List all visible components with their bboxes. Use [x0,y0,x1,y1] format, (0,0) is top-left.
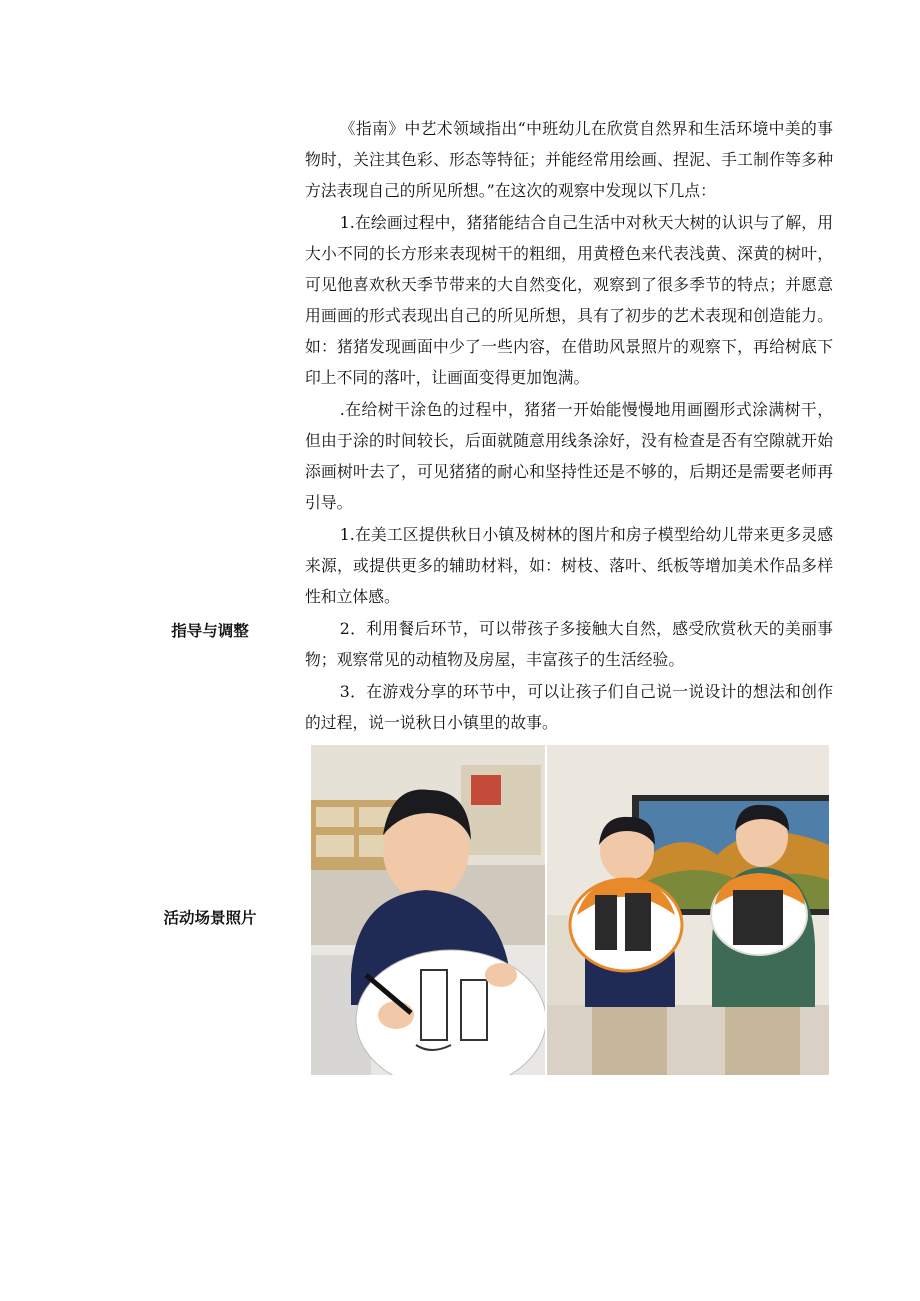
paragraph-intro: 《指南》中艺术领域指出“中班幼儿在欣赏自然界和生活环境中美的事物时，关注其色彩、形态等特征；并能经常用绘画、捏泥、手工制作等多种方法表现自己的所见所想。”在这次的观察中发现以下几点： [305,119,833,200]
section-label-photos: 活动场景照片 [163,909,257,927]
photo-children-showing-art [547,745,829,1075]
paragraph-guidance-1: 1.在美工区提供秋日小镇及树林的图片和房子模型给幼儿带来更多灵感来源，或提供更多的辅助材料，如：树枝、落叶、纸板等增加美术作品多样性和立体感。 [305,525,833,606]
activity-photos [311,745,829,1075]
paragraph-observation-1: 1.在绘画过程中，猪猪能结合自己生活中对秋天大树的认识与了解，用大小不同的长方形来表现树干的粗细，用黄橙色来代表浅黄、深黄的树叶，可见他喜欢秋天季节带来的大自然变化，观察到了很多季节的特点；并愿意用画画的形式表现出自己的所见所想，具有了初步的艺术表现和创造能力。如：猪猪发现画面中少了一些内容，在借助风景照片的观察下，再给树底下印上不同的落叶，让画面变得更加饱满。 [305,213,833,387]
paragraph-guidance-3: 3．在游戏分享的环节中，可以让孩子们自己说一说设计的想法和创作的过程，说一说秋日小镇里的故事。 [305,682,833,732]
photo-child-drawing [311,745,545,1075]
paragraph-guidance-2: 2．利用餐后环节，可以带孩子多接触大自然，感受欣赏秋天的美丽事物；观察常见的动植物及房屋，丰富孩子的生活经验。 [305,619,833,669]
paragraph-observation-2: .在给树干涂色的过程中，猪猪一开始能慢慢地用画圈形式涂满树干，但由于涂的时间较长，后面就随意用线条涂好，没有检查是否有空隙就开始添画树叶去了，可见猪猪的耐心和坚持性还是不够的，后期还是需要老师再引导。 [305,400,833,512]
section-label-guidance: 指导与调整 [171,622,249,640]
observation-text [305,113,833,739]
